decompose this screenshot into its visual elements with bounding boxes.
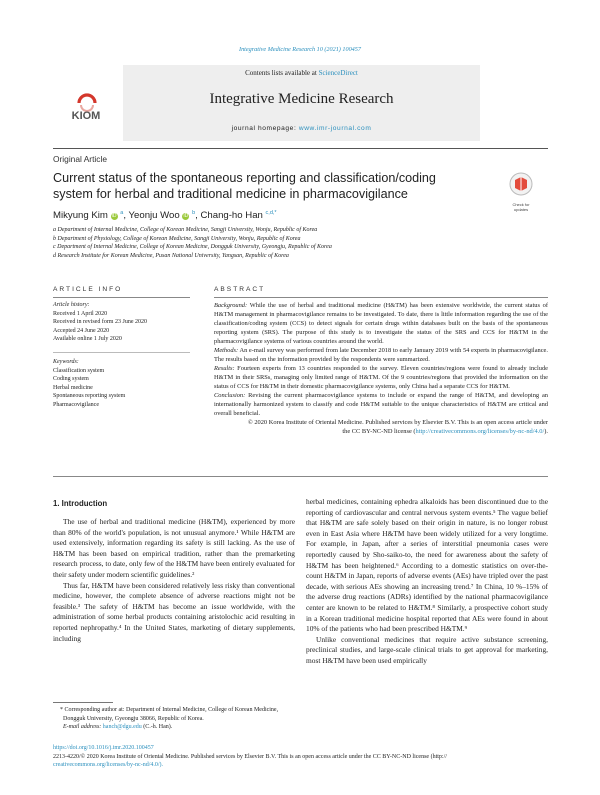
check-updates-label: Check for updates — [512, 202, 530, 212]
affiliation: c Department of Internal Medicine, College of Korean Medicine, Dongguk University, Gyeongju, Republic of Korea — [53, 244, 332, 251]
abstract-conclusion: Conclusion: Revising the current pharmacovigilance systems to include or expand the range of H&TM, and developing an internationally harmonized system to classify and code H&TM suitable to the unique characteristics of H&TM are critical and overall beneficial. — [214, 392, 548, 417]
orcid-icon[interactable]: iD — [183, 213, 189, 220]
email-line: E-mail address: hanch@dgu.edu (C.-h. Han). — [63, 724, 173, 731]
affiliation: a Department of Internal Medicine, College of Korean Medicine, Sangji University, Wonju, Republic of Korea — [53, 227, 318, 233]
homepage-line: journal homepage: www.imr-journal.com — [231, 125, 372, 132]
author-name[interactable]: Yeonju Woo — [128, 210, 180, 222]
header-rule — [53, 148, 548, 149]
footnote-rule — [53, 702, 113, 703]
sciencedirect-link[interactable]: ScienceDirect — [318, 69, 358, 77]
introduction-heading: 1. Introduction — [53, 499, 108, 508]
history-entry: Available online 1 July 2020 — [53, 336, 122, 343]
license-link[interactable]: http://creativecommons.org/licenses/by-nc-nd/4.0/ — [415, 428, 545, 435]
kiom-logo-text: KIOM — [71, 110, 101, 122]
journal-title: Integrative Medicine Research — [209, 91, 394, 107]
homepage-link[interactable]: www.imr-journal.com — [298, 125, 372, 132]
author-name[interactable]: Mikyung Kim — [53, 210, 108, 222]
article-title-line-1: Current status of the spontaneous reporting and classification/coding — [53, 171, 436, 185]
keyword[interactable]: Spontaneous reporting system — [53, 393, 126, 400]
abstract-rule — [214, 297, 548, 298]
article-type: Original Article — [53, 154, 107, 164]
check-updates[interactable] — [505, 171, 537, 212]
email-link[interactable]: hanch@dgu.edu — [102, 724, 142, 731]
paragraph: Unlike conventional medicines that require active substance screening, preclinical studies, and large-scale clinical trials to get approval for marketing, most H&TM have been used empirically — [306, 634, 548, 665]
journal-header — [53, 63, 548, 149]
abstract-bottom-rule — [53, 476, 548, 477]
orcid-icon[interactable]: iD — [111, 213, 117, 220]
intro-right-column — [306, 497, 548, 667]
article-title — [53, 170, 503, 202]
doi-block — [53, 744, 548, 770]
abstract-results: Results: Fourteen experts from 13 countries responded to the survey. Eleven countries/regions were found to already include H&TM in their SRSs, managing only limited range of H&TM. Of the 9 countries/regions that provided the information on the status of CCS for H&TM in their domestic pharmacovigilance systems, only China had a separate CCS for H&TM. — [214, 365, 548, 390]
corresponding-author-note: * Corresponding author at: Department of Internal Medicine, College of Korean Medicine, Dongguk University, Gyeongju 38066, Republic of Korea. — [60, 707, 279, 722]
article-title-line-2: system for herbal and traditional medicine in pharmacovigilance — [53, 187, 408, 201]
keywords — [53, 358, 193, 410]
kiom-logo — [61, 85, 111, 129]
footnotes — [53, 706, 295, 732]
license-line: 2213-4220/© 2020 Korea Institute of Oriental Medicine. Published services by Elsevier B.V. This is an open access article under the CC BY-NC-ND license (http:// — [53, 753, 447, 760]
paragraph: The use of herbal and traditional medicine (H&TM), experienced by more than 80% of the world's population, is not unusual anymore.¹ While H&TM are used extensively, information regarding its safety is still lacking. As the use of H&TM has been based on empirical tradition, rather than the premarketing research process, to date, only few of the H&TM have been entirely evaluated for their safety under modern scientific guidelines.² — [53, 517, 295, 579]
abstract-heading: ABSTRACT — [214, 286, 266, 293]
paragraph: Thus far, H&TM have been considered relatively less risky than conventional medicine, however, the complete absence of adverse reactions might not be feasible.³ The safety of H&TM has become an issue worldwide, with the administration of some herbal products containing aristolochic acid resulting in reported nephropathy.⁴ In the United States, marketing of dietary supplements, including — [53, 580, 295, 643]
history-label: Article history: — [53, 302, 90, 308]
keyword[interactable]: Classification system — [53, 367, 105, 374]
history-entry: Received in revised form 23 June 2020 — [53, 319, 147, 326]
author-name[interactable]: Chang-ho Han — [200, 210, 263, 222]
running-head: Integrative Medicine Research 10 (2021) 100457 — [239, 46, 361, 53]
abstract-methods: Methods: An e-mail survey was performed from late December 2018 to early January 2019 with 54 experts in pharmacovigilance. The results based on the information provided by the respondents were summarized. — [214, 347, 548, 363]
contents-line: Contents lists available at ScienceDirect — [245, 69, 358, 77]
keyword[interactable]: Pharmacovigilance — [53, 401, 99, 408]
keyword[interactable]: Herbal medicine — [53, 384, 93, 391]
author-affil-sup[interactable]: b — [192, 210, 196, 216]
author-affil-sup[interactable]: a — [120, 210, 124, 216]
history-entry: Received 1 April 2020 — [53, 310, 108, 317]
check-updates-icon — [505, 171, 537, 197]
intro-left-column — [53, 517, 295, 644]
abstract-copyright: © 2020 Korea Institute of Oriental Medicine. Published services by Elsevier B.V. This is an open access article under the CC BY-NC-ND license (http://creativecommons.org/licenses/by-nc-nd/4.0/). — [247, 419, 548, 435]
author-list: Mikyung Kim iD $^a$, Yeonju Woo iD $^b$, Chang-ho Han $^{c,d,*}$ — [53, 210, 277, 222]
article-info-rule — [53, 297, 190, 298]
affiliations — [53, 226, 548, 260]
keywords-label: Keywords: — [53, 359, 79, 365]
kiom-logo-mark — [61, 85, 111, 129]
article-info-heading: ARTICLE INFO — [53, 286, 123, 293]
abstract-body — [214, 301, 548, 436]
keywords-rule — [53, 352, 190, 353]
author-affil-sup[interactable]: c,d,* — [265, 210, 277, 216]
affiliation: d Research Institute for Korean Medicine, Pusan National University, Yangsan, Republic of Korea — [53, 252, 289, 259]
abstract-background: Background: While the use of herbal and traditional medicine (H&TM) has been extensive worldwide, the current status of H&TM management in pharmacovigilance remains to be investigated. To date, there is little information regarding the use of the classification/coding system (CCS) to detect signals for certain drugs within databases built on the basis of the spontaneous reporting system (SRS). The purpose of this study is to investigate the status of the SRS and CCS for H&TM in the pharmacovigilance systems of various countries around the world. — [214, 302, 548, 345]
paragraph: herbal medicines, containing ephedra alkaloids has been discontinued due to the reporting of cardiovascular and central nervous system events.⁵ The vague belief that H&TM are safe solely based on their origin in nature, is no longer robust even in East Asia where H&TM have been widely utilized for a very longtime. For example, in Japan, after a series of interstitial pneumonia cases were reportedly caused by Sho-saiko-to, the need for awareness about the safety of H&TM has been heightened.⁶ According to a domestic statistics on over-the-count H&TM in Japan, reports of adverse events (AEs) have tripled over the past decade, with serious AEs showing an increasing trend.⁷ In China, 10 %–15% of the adverse drug reactions (ADRs) identified by the national pharmacovigilance center are known to be related to H&TM.⁸ Similarly, a prospective cohort study in a Korean traditional medicine hospital reported that AEs were found in about 10% of the patients who had been prescribed H&TM.⁹ — [306, 497, 548, 634]
article-history — [53, 301, 193, 344]
affiliation: b Department of Physiology, College of Korean Medicine, Sangji University, Wonju, Republic of Korea — [53, 235, 301, 242]
doi-link[interactable]: https://doi.org/10.1016/j.imr.2020.100457 — [53, 745, 154, 751]
history-entry: Accepted 24 June 2020 — [53, 327, 110, 334]
license-line-link[interactable]: creativecommons.org/licenses/by-nc-nd/4.0/). — [53, 762, 164, 769]
keyword[interactable]: Coding system — [53, 376, 89, 383]
